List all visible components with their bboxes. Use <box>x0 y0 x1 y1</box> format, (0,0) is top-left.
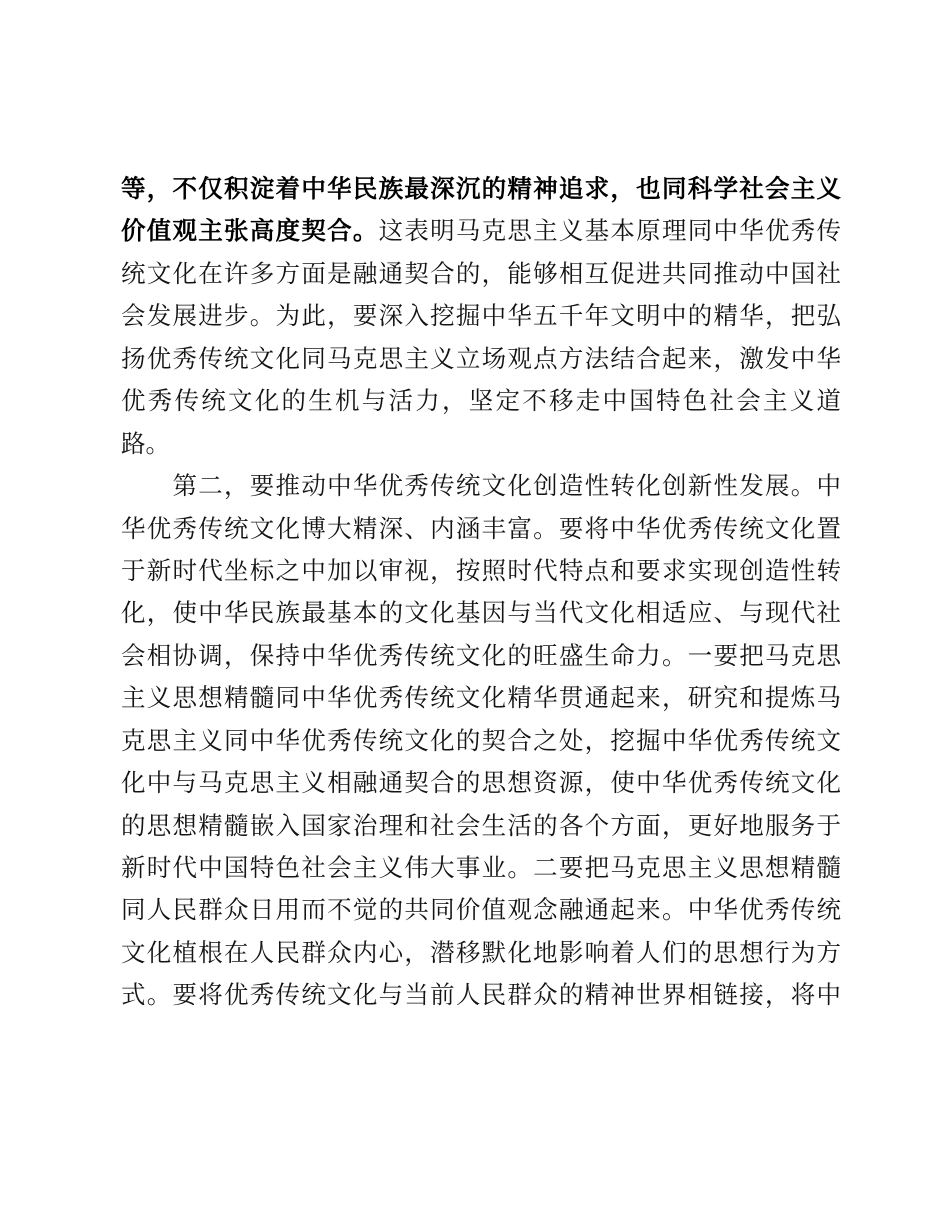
text-line: 同人民群众日用而不觉的共同价值观念融通起来。中华优秀传统 <box>121 895 841 925</box>
bold-phrase: 价值观主张高度契合。 <box>121 216 379 246</box>
text-line: 文化植根在人民群众内心，潜移默化地影响着人们的思想行为方 <box>121 937 841 967</box>
text-line: 会发展进步。为此，要深入挖掘中华五千年文明中的精华，把弘 <box>121 301 841 331</box>
text-line: 式。要将优秀传统文化与当前人民群众的精神世界相链接，将中 <box>121 980 841 1010</box>
text-line: 化中与马克思主义相融通契合的思想资源，使中华优秀传统文化 <box>121 768 841 798</box>
text-line: 新时代中国特色社会主义伟大事业。二要把马克思主义思想精髓 <box>121 853 841 882</box>
text-segment: 这表明马克思主义基本原理同中华优秀传 <box>378 216 841 246</box>
text-line: 克思主义同中华优秀传统文化的契合之处，挖掘中华优秀传统文 <box>121 725 841 755</box>
text-line: 优秀传统文化的生机与活力，坚定不移走中国特色社会主义道 <box>121 386 841 416</box>
text-line: 等，不仅积淀着中华民族最深沉的精神追求，也同科学社会主义 <box>121 174 841 203</box>
text-line: 扬优秀传统文化同马克思主义立场观点方法结合起来，激发中华 <box>121 343 841 373</box>
text-line: 主义思想精髓同中华优秀传统文化精华贯通起来，研究和提炼马 <box>121 683 841 713</box>
text-line <box>121 210 841 252</box>
paragraph-1 <box>121 168 841 465</box>
text-line: 会相协调，保持中华优秀传统文化的旺盛生命力。一要把马克思 <box>121 640 841 670</box>
text-line: 第二，要推动中华优秀传统文化创造性转化创新性发展。中 <box>121 471 841 501</box>
text-line: 化，使中华民族最基本的文化基因与当代文化相适应、与现代社 <box>121 598 841 628</box>
text-line: 统文化在许多方面是融通契合的，能够相互促进共同推动中国社 <box>121 258 841 288</box>
body-text <box>121 168 841 1017</box>
text-line: 华优秀传统文化博大精深、内涵丰富。要将中华优秀传统文化置 <box>121 513 841 543</box>
text-line: 于新时代坐标之中加以审视，按照时代特点和要求实现创造性转 <box>121 555 841 585</box>
text-line: 路。 <box>121 428 170 458</box>
text-line: 的思想精髓嵌入国家治理和社会生活的各个方面，更好地服务于 <box>121 810 841 840</box>
paragraph-2 <box>121 465 841 1017</box>
